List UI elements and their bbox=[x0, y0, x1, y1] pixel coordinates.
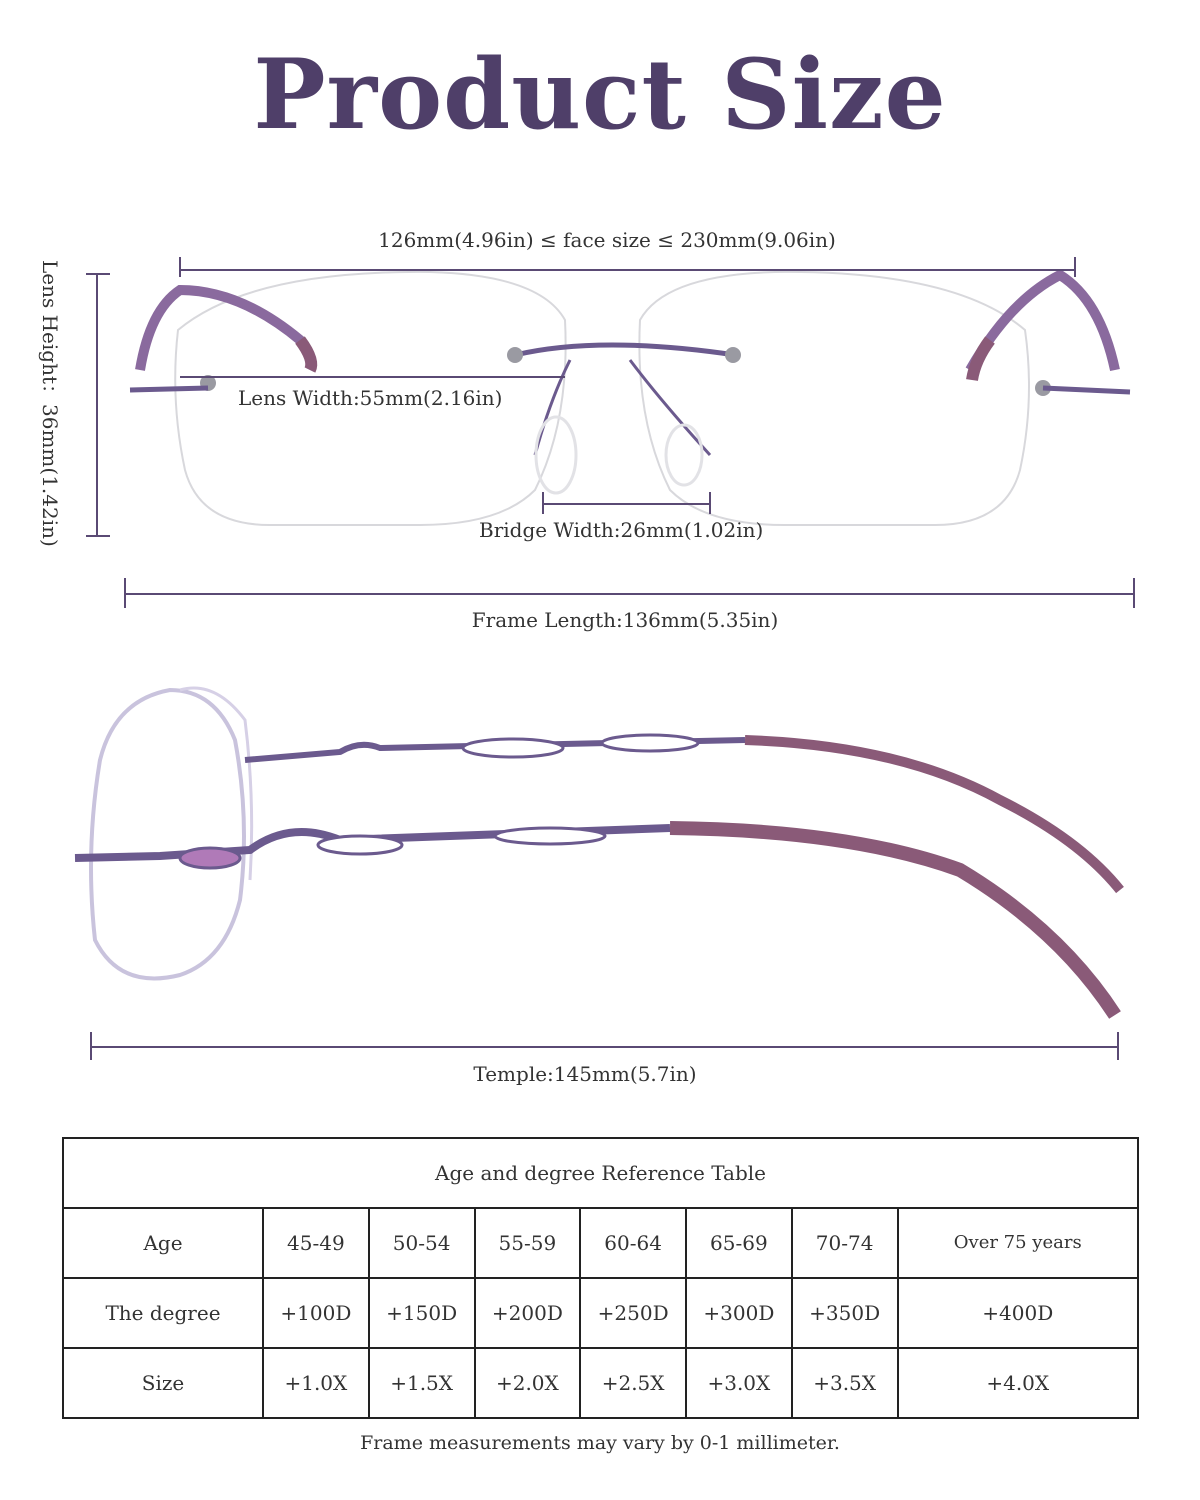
row-label: Age bbox=[63, 1208, 263, 1278]
table-cell: +300D bbox=[686, 1278, 792, 1348]
table-cell: +250D bbox=[580, 1278, 686, 1348]
table-cell: 55-59 bbox=[475, 1208, 581, 1278]
table-row-size bbox=[63, 1348, 1138, 1418]
table-cell: Over 75 years bbox=[898, 1208, 1139, 1278]
bridge-width-label: Bridge Width:26mm(1.02in) bbox=[479, 518, 764, 542]
table-cell: +2.0X bbox=[475, 1348, 581, 1418]
table-cell: +1.0X bbox=[263, 1348, 369, 1418]
age-degree-table bbox=[62, 1137, 1139, 1419]
lens-height-label: Lens Height：36mm(1.42in) bbox=[38, 260, 62, 547]
table-cell: +4.0X bbox=[898, 1348, 1139, 1418]
table-cell: +2.5X bbox=[580, 1348, 686, 1418]
table-cell: +100D bbox=[263, 1278, 369, 1348]
table-cell: +200D bbox=[475, 1278, 581, 1348]
table-cell: 65-69 bbox=[686, 1208, 792, 1278]
page-title: Product Size bbox=[253, 38, 947, 151]
measurement-note: Frame measurements may vary by 0-1 millimeter. bbox=[360, 1432, 840, 1454]
row-label: The degree bbox=[63, 1278, 263, 1348]
temple-cap-right bbox=[1117, 1032, 1119, 1060]
temple-label: Temple:145mm(5.7in) bbox=[473, 1062, 697, 1086]
table-caption: Age and degree Reference Table bbox=[63, 1138, 1138, 1208]
table-cell: +3.5X bbox=[792, 1348, 898, 1418]
face-size-label: 126mm(4.96in) ≤ face size ≤ 230mm(9.06in) bbox=[378, 228, 836, 252]
table-cell: 60-64 bbox=[580, 1208, 686, 1278]
temple-line bbox=[91, 1046, 1118, 1048]
table-cell: +350D bbox=[792, 1278, 898, 1348]
table-row-age bbox=[63, 1208, 1138, 1278]
table-cell: 70-74 bbox=[792, 1208, 898, 1278]
table-cell: +3.0X bbox=[686, 1348, 792, 1418]
lens-width-label: Lens Width:55mm(2.16in) bbox=[238, 386, 503, 410]
table-cell: 45-49 bbox=[263, 1208, 369, 1278]
frame-length-label: Frame Length:136mm(5.35in) bbox=[471, 608, 779, 632]
table-cell: +400D bbox=[898, 1278, 1139, 1348]
table-cell: 50-54 bbox=[369, 1208, 475, 1278]
row-label: Size bbox=[63, 1348, 263, 1418]
temple-cap-left bbox=[90, 1032, 92, 1060]
table-cell: +150D bbox=[369, 1278, 475, 1348]
table-row-degree bbox=[63, 1278, 1138, 1348]
table-cell: +1.5X bbox=[369, 1348, 475, 1418]
